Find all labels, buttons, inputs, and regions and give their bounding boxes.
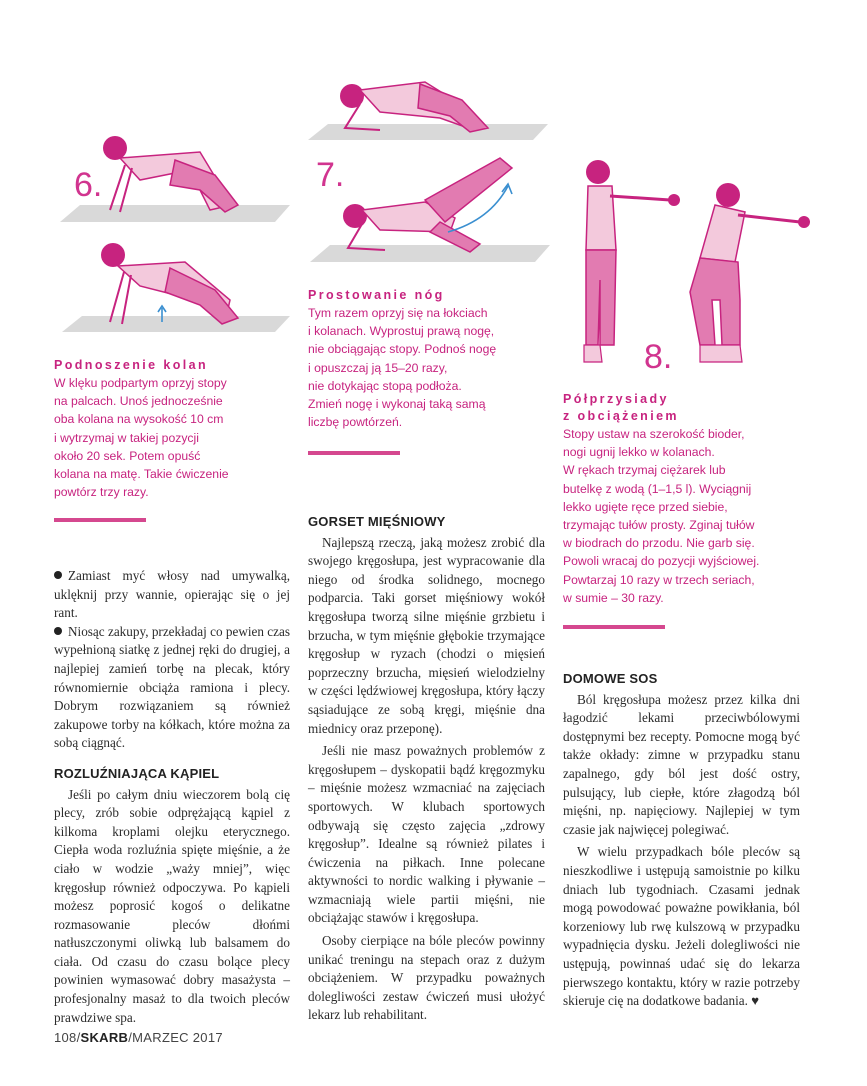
exercise-8-line: w biodrach do przodu. Nie garb się. bbox=[563, 536, 755, 551]
exercise-7-line: nie obciągając stopy. Podnoś nogę bbox=[308, 342, 497, 357]
exercise-6-title: Podnoszenie kolan bbox=[54, 358, 209, 372]
section-heading-corset: GORSET MIĘŚNIOWY bbox=[308, 514, 446, 529]
exercise-8-line: trzymając tułów prosty. Zginaj tułów bbox=[563, 518, 755, 533]
column-1 bbox=[54, 567, 290, 1027]
exercise-8-caption bbox=[563, 391, 793, 607]
exercise-8-number: 8. bbox=[644, 338, 673, 376]
exercise-8-line: Powoli wracaj do pozycji wyjściowej. bbox=[563, 554, 760, 569]
exercise-8-line: butelkę z wodą (1–1,5 l). Wyciągnij bbox=[563, 481, 752, 496]
paragraph: Ból kręgosłupa możesz przez kilka dni łagodzić lekami przeciwbólowymi dostępnymi bez recepty. Pomocne mogą być także okłady: zimne w przypadku stanu zapalnego, gdy ból jest dość ostry, pulsujący, lub ciepłe, które złagodzą ból mięśni, np. napięciowy. Najlepiej w tym czasie jak najwięcej polegiwać. bbox=[563, 691, 800, 837]
exercise-7-line: nie dotykając stopą podłoża. bbox=[308, 378, 462, 393]
bullet-item bbox=[54, 623, 290, 753]
exercise-6-number: 6. bbox=[74, 166, 103, 204]
paragraph: Jeśli nie masz poważnych problemów z kręgosłupem – dyskopatii bądź kręgozmyku – mięśnie możesz wzmacniać na zajęciach sportowych. W klubach sportowych odbywają się często zajęcia „zdrowy kręgosłup”. Idealne są również pilates i ćwiczenia na piłkach. Inne polecane aktywności to nordic walking i pływanie – wzmacniają wiele partii mięśni, nie obciążając stawów i kręgosłupa. bbox=[308, 743, 545, 926]
page-footer bbox=[54, 1030, 223, 1045]
exercise-8-line: W rękach trzymaj ciężarek lub bbox=[563, 463, 726, 478]
section-heading-bath: ROZLUŹNIAJĄCA KĄPIEL bbox=[54, 765, 220, 781]
exercise-6-line: około 20 sek. Potem opuść bbox=[54, 448, 201, 463]
exercise-6-line: powtórz trzy razy. bbox=[54, 485, 149, 500]
exercise-8-divider bbox=[563, 625, 665, 629]
paragraph: Jeśli po całym dniu wieczorem bolą cię plecy, zrób sobie odprężającą kąpiel z kilkoma kroplami olejku eterycznego. Ciepła woda rozluźnia spięte mięśnie, a że ciało w wodzie „waży mniej”, więc kręgosłup również odpoczywa. Po kąpieli możesz poprosić kogoś o delikatne rozmasowanie pleców dłońmi natłuszczonymi oliwką lub balsamem do ciała. Od czasu do czasu bolące plecy powinien wymasować dobry masażysta – profesjonalny masaż to dla twoich pleców prawdziwe spa. bbox=[54, 786, 290, 1025]
page-number: 108/ bbox=[54, 1030, 81, 1045]
exercise-8-line: w sumie – 30 razy. bbox=[563, 590, 664, 605]
exercise-7-line: Zmień nogę i wykonaj taką samą bbox=[308, 397, 486, 412]
exercise-7-line: Tym razem oprzyj się na łokciach bbox=[308, 306, 488, 320]
paragraph: Najlepszą rzeczą, jaką możesz zrobić dla swojego kręgosłupa, jest wypracowanie dla niego od środka solidnego, mocnego podparcia. Taki gorset mięśniowy wokół kręgosłupa tworzą silne mięśnie grzbietu i brzucha, w tym mięśnie głębokie trzymające kręgosłup w ryzach (chodzi o mięsień poprzeczny brzucha, mięsień wielodzielny w części lędźwiowej kręgosłupa, który łączy sąsiadujące ze sobą kręgi, mięśnie dna miednicy oraz przeponę). bbox=[308, 534, 545, 736]
bullet-icon bbox=[54, 627, 62, 635]
exercise-6-line: W klęku podpartym oprzyj stopy bbox=[54, 376, 227, 390]
exercise-7-number: 7. bbox=[316, 156, 345, 194]
exercise-6-line: na palcach. Unoś jednocześnie bbox=[54, 394, 223, 409]
exercise-7-line: liczbę powtórzeń. bbox=[308, 415, 403, 430]
exercise-8-title: z obciążeniem bbox=[563, 409, 679, 423]
exercise-6-line: kolana na matę. Takie ćwiczenie bbox=[54, 467, 229, 482]
exercise-8-line: Powtarzaj 10 razy w trzech seriach, bbox=[563, 572, 755, 587]
column-3 bbox=[563, 670, 800, 1011]
issue-date: /MARZEC 2017 bbox=[128, 1030, 223, 1045]
bullet-text: Niosąc zakupy, przekładaj co pewien czas wypełnioną siatkę z jednej ręki do drugiej, a najlepiej zamień torbę na plecak, który równomiernie obciąża ramiona i plecy. Dobrym rozwiązaniem są również zakupowe torby na kółkach, które można za sobą ciągnąć. bbox=[54, 623, 290, 751]
exercise-6-line: i wytrzymaj w takiej pozycji bbox=[54, 430, 199, 445]
exercise-8-line: lekko ugięte ręce przed siebie, bbox=[563, 499, 728, 514]
exercise-7-title: Prostowanie nóg bbox=[308, 288, 445, 302]
section-heading-home-sos: DOMOWE SOS bbox=[563, 671, 658, 686]
column-2 bbox=[308, 513, 545, 1025]
magazine-brand: SKARB bbox=[80, 1030, 129, 1045]
exercise-8-line: nogi ugnij lekko w kolanach. bbox=[563, 445, 715, 460]
exercise-6-line: oba kolana na wysokość 10 cm bbox=[54, 412, 224, 427]
exercise-7-line: i kolanach. Wyprostuj prawą nogę, bbox=[308, 324, 495, 339]
paragraph: W wielu przypadkach bóle pleców są nieszkodliwe i ustępują samoistnie po kilku dniach lub tygodniach. Czasami jednak mogą powodować poważne powikłania, ból korzeniowy lub rwę kulszową w przypadku wypadnięcia dysku. Jeżeli dolegliwości nie ustępują, powinnaś udać się do lekarza pierwszego kontaktu, który w razie potrzeby skieruje cię na dodatkowe badania. ♥ bbox=[563, 844, 800, 1009]
exercise-8-line: Stopy ustaw na szerokość bioder, bbox=[563, 427, 745, 441]
exercise-7-caption bbox=[308, 287, 538, 431]
exercise-6-caption bbox=[54, 357, 254, 501]
exercise-6-divider bbox=[54, 518, 146, 522]
bullet-item bbox=[54, 567, 290, 623]
bullet-icon bbox=[54, 571, 62, 579]
exercise-8-title: Półprzysiady bbox=[563, 392, 669, 406]
bullet-text: Zamiast myć włosy nad umywalką, uklęknij przy wannie, opierając się o jej rant. bbox=[54, 568, 290, 621]
exercise-7-divider bbox=[308, 451, 400, 455]
paragraph: Osoby cierpiące na bóle pleców powinny unikać treningu na stepach oraz z dużym obciążeniem. W przypadku poważnych dolegliwości zestaw ćwiczeń musi ułożyć lekarz lub rehabilitant. bbox=[308, 933, 545, 1023]
exercise-7-line: i opuszczaj ją 15–20 razy, bbox=[308, 360, 448, 375]
